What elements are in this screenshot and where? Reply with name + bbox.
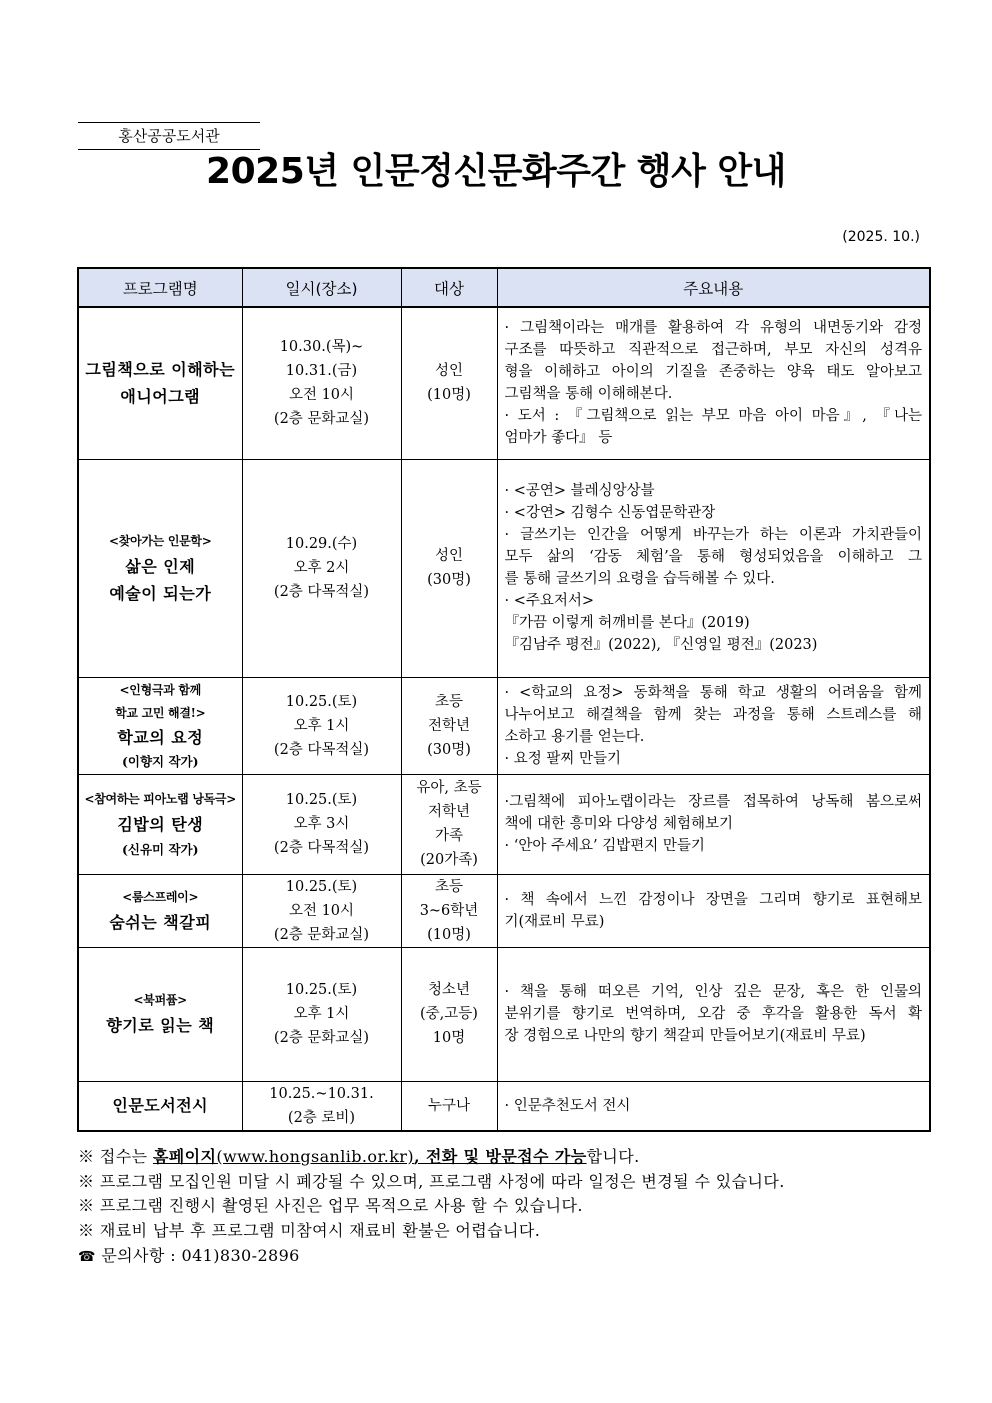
schedule-line: (2층 다목적실): [273, 584, 370, 600]
content-line: · 인문추천도서 전시: [504, 1097, 631, 1114]
target-line: 청소년: [427, 982, 471, 998]
content-cell: [497, 459, 930, 677]
target-line: 누구나: [427, 1097, 471, 1114]
program-author: (신유미 작가): [121, 841, 199, 857]
program-title: 김밥의 탄생: [117, 814, 204, 834]
program-cell: [78, 1081, 242, 1131]
content-line: 『김남주 평전』(2022), 『신영일 평전』(2023): [504, 637, 818, 653]
target-cell: [401, 1081, 497, 1131]
schedule-line: 10.31.(금): [285, 363, 358, 380]
table-row: [78, 459, 930, 677]
program-tag: <찾아가는 인문학>: [109, 533, 212, 548]
content-cell: [497, 874, 930, 947]
schedule-cell: [242, 947, 401, 1081]
program-cell: [78, 459, 242, 677]
content-cell: [497, 307, 930, 459]
target-cell: [401, 307, 497, 459]
schedule-line: 10.25.~10.31.: [269, 1085, 374, 1102]
target-line: (30명): [427, 572, 471, 588]
content-line: 나누어보고 해결책을 함께 찾는 과정을 통해 스트레스를 해: [504, 706, 922, 723]
schedule-cell: [242, 677, 401, 774]
target-cell: [401, 677, 497, 774]
schedule-line: (2층 로비): [287, 1109, 356, 1126]
program-tag: <북퍼퓸>: [133, 993, 187, 1007]
schedule-line: 오전 10시: [288, 902, 355, 919]
content-line: 를 통해 글쓰기의 요령을 습득해볼 수 있다.: [504, 571, 775, 587]
schedule-line: (2층 문화교실): [273, 926, 370, 943]
program-tag: <룸스프레이>: [122, 889, 199, 904]
table-row: [78, 677, 930, 774]
content-line: · 도서 : 『그림책으로 읽는 부모 마음 아이 마음』, 『나는: [504, 408, 922, 425]
content-line: · 책 속에서 느낀 감정이나 장면을 그리며 향기로 표현해보: [504, 891, 922, 908]
library-name: 홍산공공도서관: [78, 122, 260, 150]
program-title: 숨쉬는 책갈피: [109, 912, 212, 932]
table-header: [78, 268, 930, 307]
contact-line: [78, 1244, 938, 1270]
homepage-label: 홈페이지: [152, 1147, 217, 1166]
program-tag: <인형극과 함께: [119, 682, 201, 697]
notes-section: [78, 1145, 938, 1270]
schedule-line: 오후 1시: [293, 1006, 350, 1022]
program-title: 예술이 되는가: [109, 583, 212, 603]
target-line: 전학년: [427, 717, 471, 734]
schedule-line: 오후 1시: [293, 717, 350, 734]
schedule-line: 10.30.(목)~: [279, 339, 364, 356]
target-cell: [401, 459, 497, 677]
program-title: 향기로 읽는 책: [106, 1016, 215, 1035]
target-line: 유아, 초등: [416, 780, 482, 796]
contact-text: 문의사항 : 041)830-2896: [95, 1245, 300, 1265]
column-header-schedule: 일시(장소): [242, 268, 401, 307]
schedule-line: 10.25.(토): [285, 878, 358, 895]
content-line: · <공연> 블레싱앙상블: [504, 483, 655, 499]
target-line: 초등: [434, 693, 463, 710]
target-line: 10명: [432, 1030, 466, 1046]
program-title: 그림책으로 이해하는: [85, 360, 236, 380]
schedule-line: (2층 다목적실): [273, 741, 370, 758]
schedule-line: (2층 문화교실): [273, 1030, 370, 1046]
note-line: ※ 재료비 납부 후 프로그램 미참여시 재료비 환불은 어렵습니다.: [78, 1221, 541, 1241]
content-line: 책에 대한 흥미와 다양성 체험해보기: [504, 816, 734, 832]
column-header-program: 프로그램명: [78, 268, 242, 307]
schedule-cell: [242, 774, 401, 874]
content-line: · <강연> 김형수 신동엽문학관장: [504, 505, 716, 521]
note-registration-prefix: ※ 접수는: [78, 1147, 153, 1166]
table-body: [78, 307, 930, 1131]
schedule-cell: [242, 1081, 401, 1131]
content-line: 모두 삶의 ‘감동 체험’을 통해 형성되었음을 이해하고 그: [504, 549, 922, 565]
content-line: · 그림책이라는 매개를 활용하여 각 유형의 내면동기와 감정: [504, 320, 922, 337]
note-line: ※ 프로그램 진행시 촬영된 사진은 업무 목적으로 사용 할 수 있습니다.: [78, 1196, 583, 1216]
note-registration-suffix: 합니다.: [586, 1147, 640, 1166]
phone-icon: ☎: [78, 1248, 96, 1265]
document-date: (2025. 10.): [842, 229, 920, 245]
program-tag: 학교 고민 해결!>: [115, 705, 206, 720]
note-registration: [78, 1145, 938, 1170]
program-cell: [78, 307, 242, 459]
content-cell: [497, 677, 930, 774]
target-line: (20가족): [420, 852, 478, 868]
program-cell: [78, 947, 242, 1081]
schedule-cell: [242, 459, 401, 677]
schedule-line: (2층 문화교실): [273, 411, 370, 428]
target-line: (중,고등): [420, 1006, 478, 1022]
page-title: 2025년 인문정신문화주간 행사 안내: [206, 151, 786, 192]
program-tag: <참여하는 피아노랩 낭독극>: [84, 791, 236, 806]
content-cell: [497, 1081, 930, 1131]
content-line: 그림책을 통해 이해해본다.: [504, 386, 673, 403]
schedule-line: 10.29.(수): [285, 536, 358, 552]
table-header-row: [78, 268, 930, 307]
table-row: [78, 874, 930, 947]
content-line: 분위기를 향기로 번역하며, 오감 중 후각을 활용한 독서 확: [504, 1006, 922, 1022]
program-author: (이향지 작가): [121, 753, 199, 769]
program-title: 삶은 인제: [125, 556, 196, 576]
table-row: [78, 1081, 930, 1131]
target-line: 3~6학년: [419, 902, 479, 919]
content-cell: [497, 947, 930, 1081]
schedule-line: 오후 2시: [293, 560, 350, 576]
program-schedule-table: [77, 267, 931, 1132]
target-line: 가족: [434, 828, 463, 844]
content-line: 엄마가 좋다』 등: [504, 430, 613, 447]
content-line: 구조를 따뜻하고 직관적으로 접근하며, 부모 자신의 성격유: [504, 342, 922, 359]
target-line: (10명): [427, 387, 471, 404]
homepage-url: (www.hongsanlib.or.kr): [216, 1147, 415, 1166]
target-line: 저학년: [427, 804, 471, 820]
table-row: [78, 947, 930, 1081]
schedule-cell: [242, 874, 401, 947]
target-line: (10명): [427, 926, 471, 943]
content-line: · 요정 팔찌 만들기: [504, 750, 621, 767]
content-line: · <주요저서>: [504, 593, 595, 609]
content-line: · ‘안아 주세요’ 김밥편지 만들기: [504, 838, 705, 854]
content-line: ·그림책에 피아노랩이라는 장르를 접목하여 낭독해 봄으로써: [504, 794, 922, 810]
content-line: · 글쓰기는 인간을 어떻게 바꾸는가 하는 이론과 가치관들이: [504, 527, 922, 543]
target-line: 성인: [434, 548, 463, 564]
schedule-line: 오후 3시: [293, 816, 350, 832]
target-line: 성인: [434, 363, 463, 380]
schedule-cell: [242, 307, 401, 459]
target-line: (30명): [427, 741, 471, 758]
content-line: 기(재료비 무료): [504, 913, 605, 930]
program-title: 학교의 요정: [117, 727, 204, 747]
target-line: 초등: [434, 878, 463, 895]
table-row: [78, 307, 930, 459]
content-line: 소하고 용기를 얻는다.: [504, 728, 645, 745]
note-registration-emphasis: , 전화 및 방문접수 가능: [414, 1147, 587, 1166]
content-line: 형을 이해하고 아이의 기질을 존중하는 양육 태도 알아보고: [504, 364, 922, 381]
program-cell: [78, 874, 242, 947]
target-cell: [401, 874, 497, 947]
target-cell: [401, 774, 497, 874]
content-cell: [497, 774, 930, 874]
schedule-line: 오전 10시: [288, 387, 355, 404]
program-cell: [78, 677, 242, 774]
content-line: · 책을 통해 떠오른 기억, 인상 깊은 문장, 혹은 한 인물의: [504, 984, 922, 1000]
schedule-line: 10.25.(토): [285, 792, 358, 808]
program-title: 인문도서전시: [112, 1096, 209, 1115]
schedule-line: 10.25.(토): [285, 693, 358, 710]
content-line: 장 경험으로 나만의 향기 책갈피 만들어보기(재료비 무료): [504, 1028, 866, 1044]
table-row: [78, 774, 930, 874]
schedule-line: (2층 다목적실): [273, 840, 370, 856]
target-cell: [401, 947, 497, 1081]
schedule-line: 10.25.(토): [285, 982, 358, 998]
column-header-content: 주요내용: [497, 268, 930, 307]
program-cell: [78, 774, 242, 874]
column-header-target: 대상: [401, 268, 497, 307]
content-line: · <학교의 요정> 동화책을 통해 학교 생활의 어려움을 함께: [504, 684, 922, 701]
content-line: 『가끔 이렇게 허깨비를 본다』(2019): [504, 615, 750, 631]
program-title: 애니어그램: [120, 387, 201, 407]
note-line: ※ 프로그램 모집인원 미달 시 폐강될 수 있으며, 프로그램 사정에 따라 일정은 변경될 수 있습니다.: [78, 1171, 785, 1191]
